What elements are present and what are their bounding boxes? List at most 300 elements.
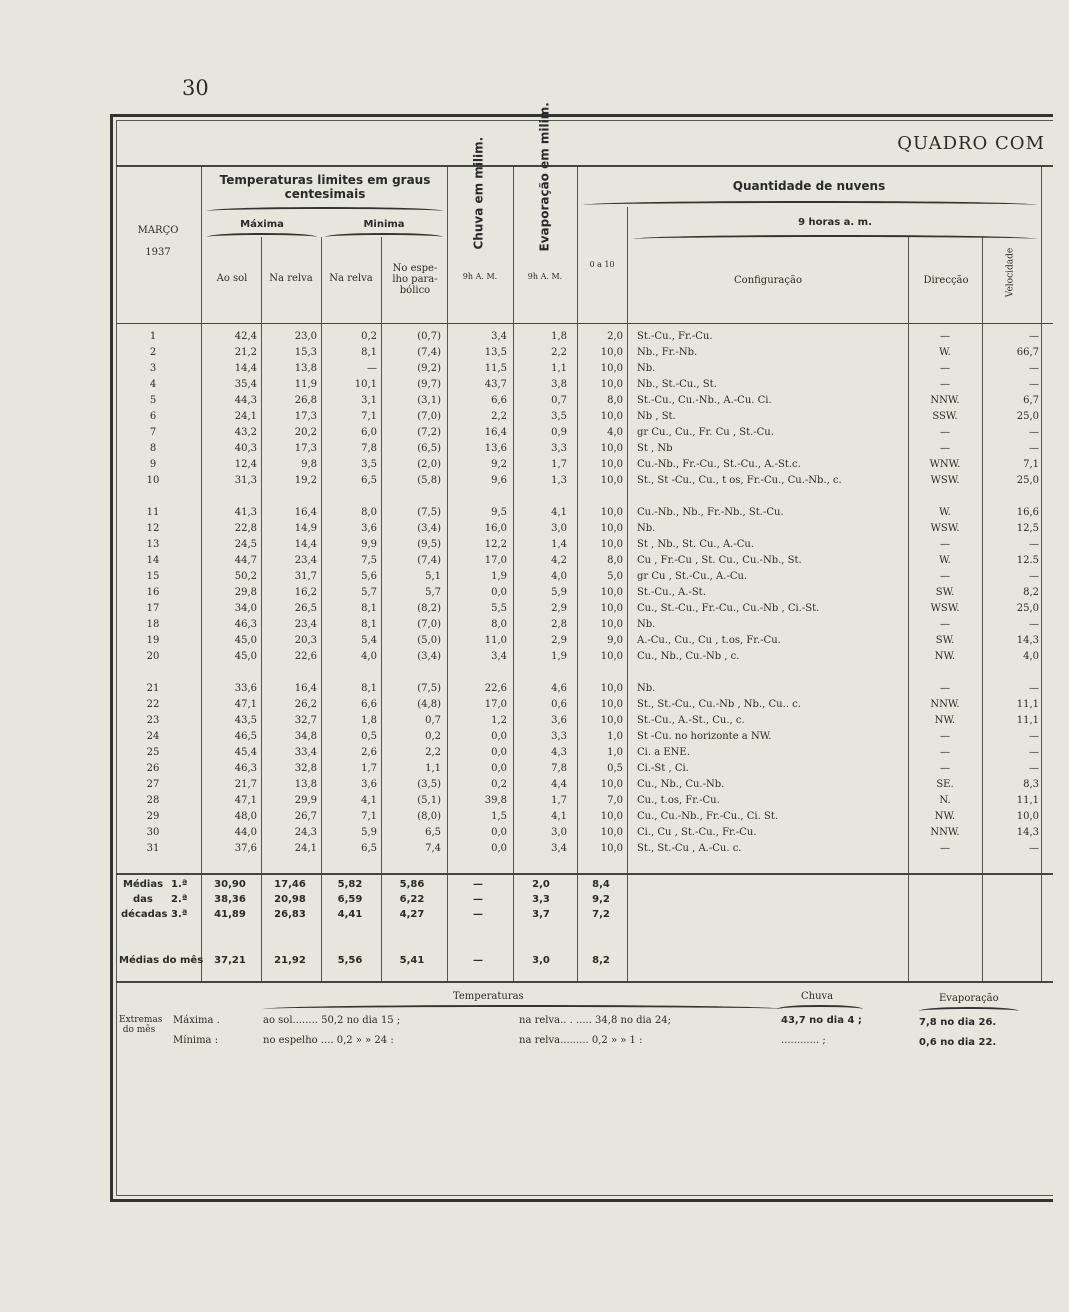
cell-na-relva-max: 29,9 (294, 795, 317, 806)
table-row (113, 505, 1049, 521)
table-row (113, 729, 1049, 745)
cell-evaporacao: 4,6 (551, 683, 567, 694)
cell-na-relva-min: 1,8 (361, 715, 377, 726)
summary-rule (116, 873, 1053, 875)
cell-velocidade: 11,1 (1016, 795, 1039, 806)
cell-configuracao: Nb., St.-Cu., St. (637, 379, 717, 390)
cell-velocidade: 8,2 (1023, 587, 1039, 598)
cell-evaporacao: 1,1 (551, 363, 567, 374)
cell-velocidade: — (1029, 763, 1039, 774)
cell-na-relva-max: 16,4 (294, 683, 317, 694)
cell-nebulosidade: 10,0 (600, 347, 623, 358)
cell-configuracao: St.-Cu., A.-St., Cu., c. (637, 715, 745, 726)
summary-espelho: 5,86 (399, 879, 425, 890)
cell-day: 9 (149, 459, 157, 470)
cell-espelho: (5,8) (417, 475, 441, 486)
cell-day: 8 (149, 443, 157, 454)
cell-na-relva-min: 5,4 (361, 635, 377, 646)
cell-evaporacao: 1,7 (551, 795, 567, 806)
table-row (113, 697, 1049, 713)
cell-espelho: (9,7) (417, 379, 441, 390)
cell-configuracao: St.-Cu., Cu.-Nb., A.-Cu. Ci. (637, 395, 772, 406)
month-na-relva-min: 5,56 (337, 955, 363, 966)
cell-espelho: (6,5) (417, 443, 441, 454)
nuvens-header: Quantidade de nuvens (732, 179, 886, 193)
cell-configuracao: Nb. (637, 523, 656, 534)
cell-na-relva-max: 19,2 (294, 475, 317, 486)
cell-na-relva-min: 6,5 (361, 843, 377, 854)
cell-na-relva-max: 34,8 (294, 731, 317, 742)
cell-na-relva-min: 3,6 (361, 523, 377, 534)
cell-espelho: (7,5) (417, 683, 441, 694)
cell-direccao: — (940, 331, 950, 342)
cell-configuracao: St., St.-Cu., Cu.-Nb , Nb., Cu.. c. (637, 699, 801, 710)
summary-ao-sol: 38,36 (214, 894, 246, 905)
cell-chuva: 0,0 (491, 747, 507, 758)
cell-configuracao: St , Nb., St. Cu., A.-Cu. (637, 539, 754, 550)
cell-day: 19 (146, 635, 160, 646)
table-row (113, 441, 1049, 457)
cell-configuracao: Nb. (637, 619, 656, 630)
ext-min-chuva: ............ ; (781, 1035, 826, 1046)
cell-evaporacao: 4,2 (551, 555, 567, 566)
cell-day: 31 (146, 843, 160, 854)
cell-direccao: W. (939, 347, 951, 358)
cell-direccao: — (940, 763, 950, 774)
cell-chuva: 17,0 (484, 555, 507, 566)
cell-nebulosidade: 10,0 (600, 843, 623, 854)
cell-direccao: NNW. (930, 699, 960, 710)
cell-na-relva-max: 11,9 (294, 379, 317, 390)
minima-header: Minima (363, 219, 405, 230)
year-label: 1937 (145, 247, 171, 258)
cell-espelho: (7,0) (417, 619, 441, 630)
summary-decade: 3.ª (171, 909, 188, 920)
cell-espelho: 2,2 (425, 747, 441, 758)
cell-nebulosidade: 1,0 (607, 731, 623, 742)
cell-na-relva-max: 24,1 (294, 843, 317, 854)
cell-ao-sol: 31,3 (234, 475, 257, 486)
ext-max-sol: ao sol........ 50,2 no dia 15 ; (263, 1015, 401, 1026)
cell-velocidade: 10,0 (1016, 811, 1039, 822)
cell-na-relva-min: 8,1 (361, 603, 377, 614)
cell-chuva: 0,0 (491, 843, 507, 854)
cell-ao-sol: 50,2 (234, 571, 257, 582)
cell-espelho: (4,8) (417, 699, 441, 710)
cell-velocidade: — (1029, 379, 1039, 390)
cell-velocidade: — (1029, 747, 1039, 758)
table-row (113, 713, 1049, 729)
cell-evaporacao: 0,7 (551, 395, 567, 406)
table-row (113, 777, 1049, 793)
cell-velocidade: 8,3 (1023, 779, 1039, 790)
cell-chuva: 1,5 (491, 811, 507, 822)
cell-espelho: (7,4) (417, 347, 441, 358)
cell-nebulosidade: 10,0 (600, 475, 623, 486)
cell-evaporacao: 3,0 (551, 523, 567, 534)
cell-na-relva-max: 16,2 (294, 587, 317, 598)
cell-na-relva-min: 8,1 (361, 347, 377, 358)
cell-ao-sol: 21,7 (234, 779, 257, 790)
cell-direccao: — (940, 363, 950, 374)
cell-configuracao: A.-Cu., Cu., Cu , t.os, Fr.-Cu. (637, 635, 781, 646)
cell-day: 13 (146, 539, 160, 550)
cell-na-relva-min: 8,0 (361, 507, 377, 518)
config-header: Configuração (734, 275, 802, 286)
cell-day: 17 (146, 603, 160, 614)
cell-evaporacao: 3,3 (551, 731, 567, 742)
cell-ao-sol: 12,4 (234, 459, 257, 470)
cell-chuva: 17,0 (484, 699, 507, 710)
cell-na-relva-max: 17,3 (294, 411, 317, 422)
cell-configuracao: Cu , Fr.-Cu , St. Cu., Cu.-Nb., St. (637, 555, 802, 566)
cell-na-relva-max: 15,3 (294, 347, 317, 358)
summary-chuva: — (473, 894, 483, 905)
table-row (113, 601, 1049, 617)
table-row (113, 761, 1049, 777)
cell-configuracao: Cu.-Nb., Fr.-Cu., St.-Cu., A.-St.c. (637, 459, 801, 470)
cell-velocidade: — (1029, 427, 1039, 438)
direccao-header: Direcção (923, 275, 969, 286)
cell-velocidade: 16,6 (1016, 507, 1039, 518)
cell-nebulosidade: 1,0 (607, 747, 623, 758)
table-row (113, 585, 1049, 601)
cell-direccao: W. (939, 507, 951, 518)
cell-velocidade: 11,1 (1016, 699, 1039, 710)
cell-evaporacao: 3,4 (551, 843, 567, 854)
ext-max-chuva: 43,7 no dia 4 ; (781, 1015, 862, 1026)
month-ao-sol: 37,21 (214, 955, 246, 966)
ext-temp-header: Temperaturas (453, 991, 524, 1002)
cell-configuracao: gr Cu., Cu., Fr. Cu , St.-Cu. (637, 427, 774, 438)
cell-nebulosidade: 10,0 (600, 411, 623, 422)
maxima-header: Máxima (240, 219, 284, 230)
cell-ao-sol: 22,8 (234, 523, 257, 534)
cell-direccao: NNW. (930, 827, 960, 838)
cell-na-relva-min: 3,5 (361, 459, 377, 470)
ext-temp-brace (263, 1005, 783, 1013)
cell-evaporacao: 7,8 (551, 763, 567, 774)
ext-min-relva: na relva......... 0,2 » » 1 : (519, 1035, 643, 1046)
cell-espelho: (3,1) (417, 395, 441, 406)
cell-na-relva-max: 13,8 (294, 363, 317, 374)
cell-velocidade: — (1029, 571, 1039, 582)
cell-na-relva-min: 7,1 (361, 811, 377, 822)
table-row (113, 809, 1049, 825)
month-na-relva-max: 21,92 (274, 955, 306, 966)
cell-velocidade: 12,5 (1016, 523, 1039, 534)
cell-na-relva-max: 32,8 (294, 763, 317, 774)
ext-min-evap: 0,6 no dia 22. (919, 1037, 997, 1048)
cell-espelho: 7,4 (425, 843, 441, 854)
summary-na-relva-min: 6,59 (337, 894, 363, 905)
cell-na-relva-max: 24,3 (294, 827, 317, 838)
cell-evaporacao: 4,4 (551, 779, 567, 790)
table-row (113, 409, 1049, 425)
cell-evaporacao: 1,4 (551, 539, 567, 550)
ext-min-espelho: no espelho .... 0,2 » » 24 : (263, 1035, 394, 1046)
label-medias: Médias (123, 879, 164, 890)
cell-ao-sol: 40,3 (234, 443, 257, 454)
summary-evaporacao: 3,7 (532, 909, 550, 920)
cell-evaporacao: 4,3 (551, 747, 567, 758)
nine-hours-brace (633, 235, 1037, 243)
summary-chuva: — (473, 879, 483, 890)
cell-nebulosidade: 10,0 (600, 699, 623, 710)
cell-evaporacao: 2,9 (551, 635, 567, 646)
cell-chuva: 13,5 (484, 347, 507, 358)
cell-chuva: 2,2 (491, 411, 507, 422)
table-row (113, 633, 1049, 649)
cell-ao-sol: 46,5 (234, 731, 257, 742)
ext-chuva-header: Chuva (801, 991, 834, 1002)
cell-evaporacao: 1,8 (551, 331, 567, 342)
cell-day: 2 (149, 347, 157, 358)
espelho-header: No espe- lho para- bólico (392, 263, 438, 296)
ext-max-relva: na relva.. . ..... 34,8 no dia 24; (519, 1015, 671, 1026)
cell-day: 25 (146, 747, 160, 758)
table-row (113, 793, 1049, 809)
page-number: 30 (182, 76, 209, 100)
cell-nebulosidade: 10,0 (600, 459, 623, 470)
cell-direccao: SE. (936, 779, 954, 790)
table-row (113, 649, 1049, 665)
chuva-time: 9h A. M. (462, 272, 498, 281)
cell-na-relva-min: 9,9 (361, 539, 377, 550)
extremes-rule (116, 981, 1053, 983)
cell-direccao: — (940, 843, 950, 854)
cell-ao-sol: 37,6 (234, 843, 257, 854)
cell-day: 16 (146, 587, 160, 598)
cell-direccao: NW. (934, 651, 956, 662)
ext-max-evap: 7,8 no dia 26. (919, 1017, 997, 1028)
cell-configuracao: Nb. (637, 683, 656, 694)
cell-direccao: — (940, 379, 950, 390)
cell-na-relva-min: 7,8 (361, 443, 377, 454)
ext-minima-label: Mínima : (173, 1035, 219, 1046)
cell-velocidade: 14,3 (1016, 827, 1039, 838)
summary-nebulosidade: 7,2 (592, 909, 610, 920)
cell-na-relva-min: 6,5 (361, 475, 377, 486)
cell-ao-sol: 44,0 (234, 827, 257, 838)
cell-na-relva-max: 32,7 (294, 715, 317, 726)
table-row (113, 745, 1049, 761)
summary-na-relva-min: 5,82 (337, 879, 363, 890)
cell-day: 29 (146, 811, 160, 822)
cell-direccao: SW. (935, 587, 955, 598)
cell-ao-sol: 33,6 (234, 683, 257, 694)
cell-ao-sol: 14,4 (234, 363, 257, 374)
cell-day: 23 (146, 715, 160, 726)
cell-evaporacao: 3,5 (551, 411, 567, 422)
ext-chuva-brace (777, 1005, 863, 1013)
month-chuva: — (473, 955, 483, 966)
cell-na-relva-min: 0,5 (361, 731, 377, 742)
cell-na-relva-min: 7,1 (361, 411, 377, 422)
cell-chuva: 0,0 (491, 587, 507, 598)
cell-ao-sol: 41,3 (234, 507, 257, 518)
cell-espelho: (0,7) (417, 331, 441, 342)
summary-ao-sol: 41,89 (214, 909, 246, 920)
cell-velocidade: 25,0 (1016, 411, 1039, 422)
cell-evaporacao: 2,8 (551, 619, 567, 630)
cell-nebulosidade: 10,0 (600, 603, 623, 614)
cell-nebulosidade: 10,0 (600, 779, 623, 790)
cell-espelho: (7,5) (417, 507, 441, 518)
scale-header: 0 a 10 (589, 260, 615, 269)
cell-espelho: (9,5) (417, 539, 441, 550)
cell-ao-sol: 45,0 (234, 651, 257, 662)
cell-na-relva-max: 20,3 (294, 635, 317, 646)
nine-hours-header: 9 horas a. m. (798, 217, 872, 228)
table-row (113, 569, 1049, 585)
cell-na-relva-max: 17,3 (294, 443, 317, 454)
cell-nebulosidade: 10,0 (600, 619, 623, 630)
cell-na-relva-max: 33,4 (294, 747, 317, 758)
table-row (113, 361, 1049, 377)
cell-chuva: 1,2 (491, 715, 507, 726)
table-row (113, 521, 1049, 537)
minima-brace (325, 233, 443, 241)
cell-evaporacao: 3,8 (551, 379, 567, 390)
cell-chuva: 0,0 (491, 763, 507, 774)
cell-day: 5 (149, 395, 157, 406)
cell-evaporacao: 5,9 (551, 587, 567, 598)
cell-day: 28 (146, 795, 160, 806)
cell-na-relva-min: 5,9 (361, 827, 377, 838)
cell-espelho: (3,4) (417, 651, 441, 662)
cell-chuva: 16,4 (484, 427, 507, 438)
cell-velocidade: — (1029, 331, 1039, 342)
month-nebulosidade: 8,2 (592, 955, 610, 966)
cell-chuva: 3,4 (491, 331, 507, 342)
cell-na-relva-max: 31,7 (294, 571, 317, 582)
velocidade-header: Velocidade (1005, 247, 1016, 298)
cell-espelho: 1,1 (425, 763, 441, 774)
cell-ao-sol: 42,4 (234, 331, 257, 342)
cell-na-relva-max: 22,6 (294, 651, 317, 662)
cell-ao-sol: 24,1 (234, 411, 257, 422)
summary-nebulosidade: 8,4 (592, 879, 610, 890)
cell-nebulosidade: 10,0 (600, 443, 623, 454)
cell-espelho: (7,4) (417, 555, 441, 566)
summary-na-relva-max: 17,46 (274, 879, 306, 890)
header-rule (116, 323, 1053, 324)
cell-nebulosidade: 10,0 (600, 379, 623, 390)
table-row (113, 825, 1049, 841)
cell-configuracao: St., St.-Cu , A.-Cu. c. (637, 843, 742, 854)
cell-configuracao: St.-Cu., Fr.-Cu. (637, 331, 713, 342)
table-row (113, 393, 1049, 409)
cell-na-relva-min: 3,6 (361, 779, 377, 790)
cell-chuva: 12,2 (484, 539, 507, 550)
cell-na-relva-max: 26,7 (294, 811, 317, 822)
cell-na-relva-min: 4,0 (361, 651, 377, 662)
cell-ao-sol: 47,1 (234, 795, 257, 806)
cell-nebulosidade: 10,0 (600, 523, 623, 534)
cell-direccao: WSW. (930, 523, 960, 534)
cell-evaporacao: 0,9 (551, 427, 567, 438)
cell-evaporacao: 2,2 (551, 347, 567, 358)
cell-espelho: 5,7 (425, 587, 441, 598)
summary-evaporacao: 3,3 (532, 894, 550, 905)
cell-na-relva-max: 26,8 (294, 395, 317, 406)
cell-configuracao: Ci., Cu , St.-Cu., Fr.-Cu. (637, 827, 757, 838)
cell-direccao: W. (939, 555, 951, 566)
month-average-label: Médias do mês (119, 955, 204, 966)
ext-evap-header: Evaporação (939, 993, 999, 1004)
cell-nebulosidade: 9,0 (607, 635, 623, 646)
cell-espelho: (3,4) (417, 523, 441, 534)
cell-evaporacao: 1,9 (551, 651, 567, 662)
cell-day: 18 (146, 619, 160, 630)
cell-configuracao: St.-Cu., A.-St. (637, 587, 706, 598)
cell-espelho: 0,7 (425, 715, 441, 726)
summary-decade: 1.ª (171, 879, 188, 890)
cell-configuracao: Cu., St.-Cu., Fr.-Cu., Cu.-Nb , Ci.-St. (637, 603, 820, 614)
evap-header: Evaporação em milim. (537, 102, 552, 252)
cell-chuva: 0,0 (491, 827, 507, 838)
cell-espelho: 6,5 (425, 827, 441, 838)
cell-ao-sol: 48,0 (234, 811, 257, 822)
cell-day: 4 (149, 379, 157, 390)
cell-nebulosidade: 10,0 (600, 651, 623, 662)
cell-day: 20 (146, 651, 160, 662)
cell-evaporacao: 2,9 (551, 603, 567, 614)
cell-chuva: 39,8 (484, 795, 507, 806)
cell-nebulosidade: 8,0 (607, 555, 623, 566)
cell-configuracao: St , Nb (637, 443, 673, 454)
cell-velocidade: 4,0 (1023, 651, 1039, 662)
table-row (113, 681, 1049, 697)
cell-direccao: WSW. (930, 475, 960, 486)
cell-espelho: (2,0) (417, 459, 441, 470)
cell-direccao: — (940, 731, 950, 742)
cell-espelho: 5,1 (425, 571, 441, 582)
cell-evaporacao: 1,7 (551, 459, 567, 470)
cell-velocidade: — (1029, 539, 1039, 550)
cell-na-relva-max: 13,8 (294, 779, 317, 790)
cell-direccao: WSW. (930, 603, 960, 614)
cell-velocidade: — (1029, 443, 1039, 454)
cell-na-relva-min: 4,1 (361, 795, 377, 806)
cell-direccao: SW. (935, 635, 955, 646)
ext-maxima-label: Máxima . (173, 1015, 220, 1026)
cell-configuracao: St., St -Cu., Cu., t os, Fr.-Cu., Cu.-Nb., c. (637, 475, 842, 486)
cell-configuracao: Nb., Fr.-Nb. (637, 347, 698, 358)
cell-ao-sol: 44,3 (234, 395, 257, 406)
cell-velocidade: — (1029, 619, 1039, 630)
cell-chuva: 11,5 (484, 363, 507, 374)
cell-direccao: NNW. (930, 395, 960, 406)
cell-nebulosidade: 10,0 (600, 587, 623, 598)
cell-chuva: 3,4 (491, 651, 507, 662)
cell-configuracao: St -Cu. no horizonte a NW. (637, 731, 772, 742)
cell-espelho: (5,0) (417, 635, 441, 646)
cell-configuracao: Cu., Nb., Cu.-Nb. (637, 779, 725, 790)
cell-nebulosidade: 7,0 (607, 795, 623, 806)
ext-label: Extremas do mês (119, 1015, 163, 1035)
cell-chuva: 9,2 (491, 459, 507, 470)
cell-ao-sol: 24,5 (234, 539, 257, 550)
cell-na-relva-min: 1,7 (361, 763, 377, 774)
cell-direccao: NW. (934, 811, 956, 822)
cell-day: 11 (146, 507, 160, 518)
cell-nebulosidade: 4,0 (607, 427, 623, 438)
label-decadas: décadas (121, 909, 168, 920)
cell-velocidade: 25,0 (1016, 475, 1039, 486)
summary-ao-sol: 30,90 (214, 879, 246, 890)
